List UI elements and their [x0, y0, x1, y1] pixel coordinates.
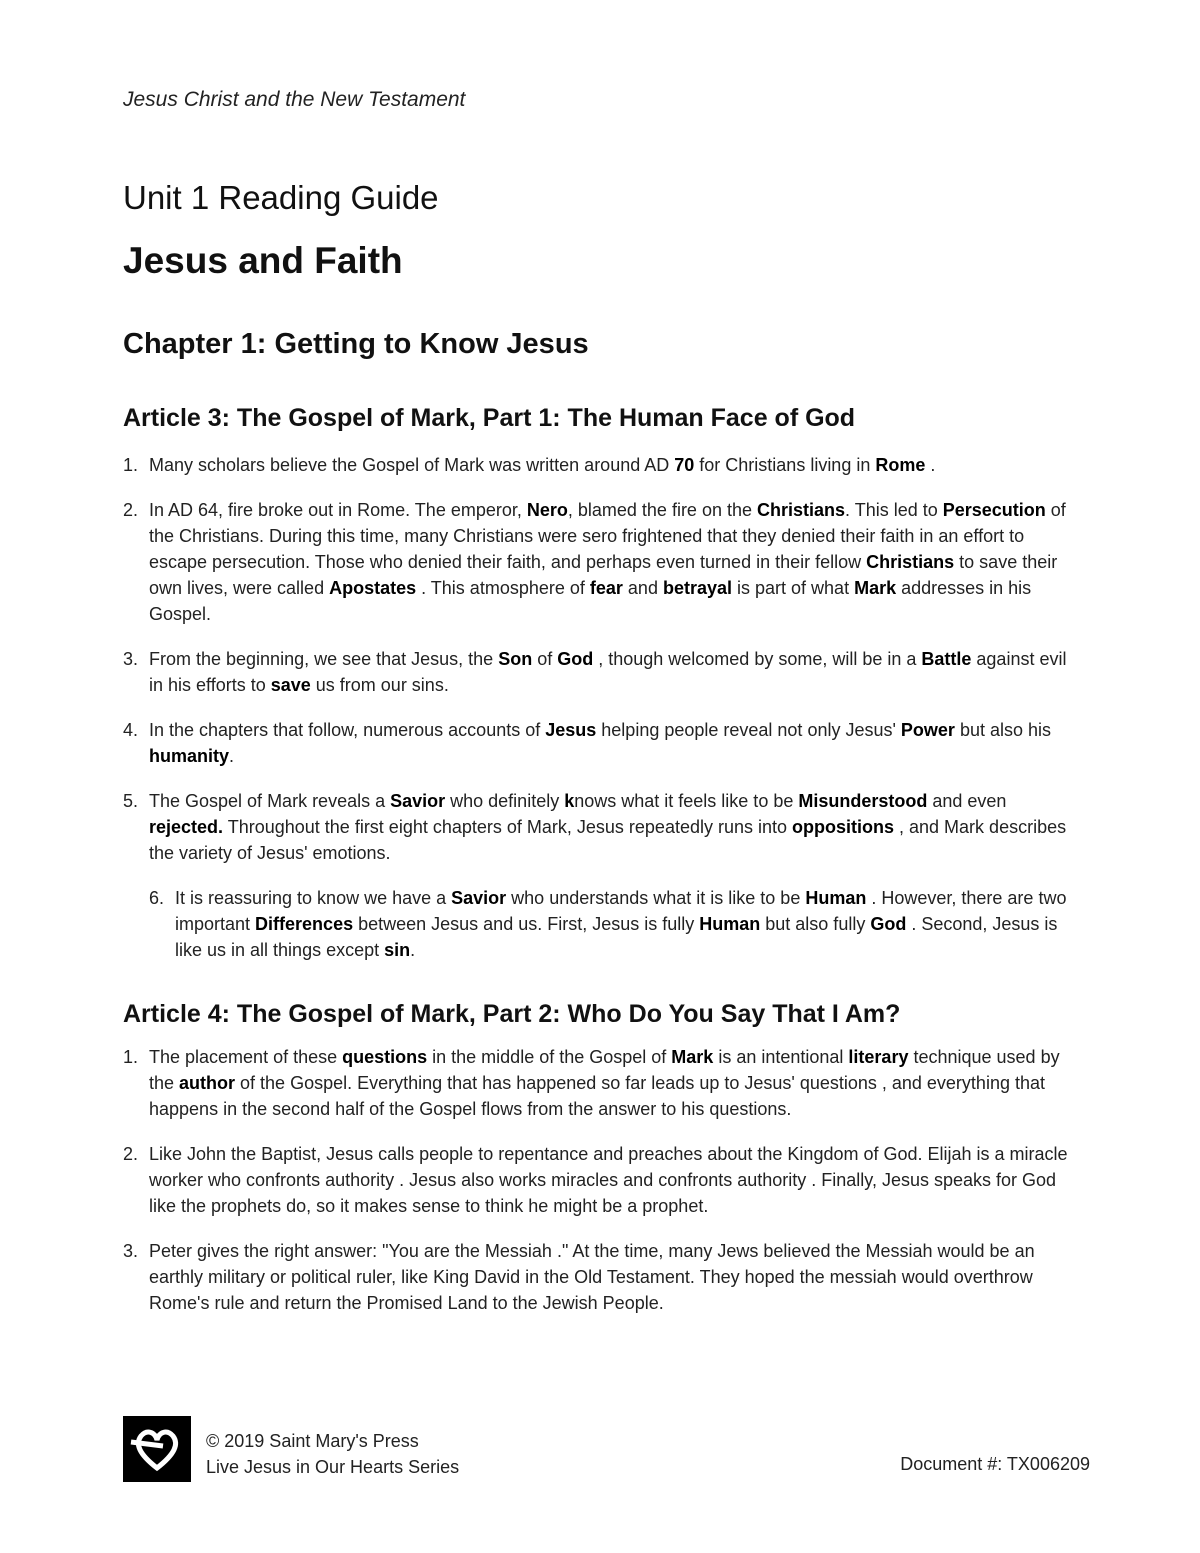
item-text: between Jesus and us. First, Jesus is fully: [353, 914, 700, 934]
item-number: 6.: [149, 888, 165, 908]
answer-term: betrayal: [662, 578, 733, 598]
article-4-item-2: [123, 1141, 1083, 1219]
answer-term: Christians: [866, 552, 955, 572]
answer-term: Son: [498, 649, 533, 669]
item-text: . This atmosphere of: [416, 578, 590, 598]
item-text: , though welcomed by some, will be in a: [593, 649, 922, 669]
answer-term: 70: [674, 455, 695, 475]
answer-term: Persecution: [942, 500, 1046, 520]
item-text: . However, there are two important: [175, 888, 1067, 934]
answer-term: Differences: [255, 914, 354, 934]
item-text: of the Christians. During this time, many Christians were sero frightened that they denied their faith in an effort to escape persecution. Those who denied their faith, and perhaps even turned in their fellow: [149, 500, 1066, 572]
item-text: .: [410, 940, 416, 960]
answer-term: Mark: [854, 578, 897, 598]
item-text: is part of what: [732, 578, 855, 598]
answer-term: Mark: [671, 1047, 714, 1067]
answer-term: literary: [848, 1047, 909, 1067]
answer-term: oppositions: [792, 817, 895, 837]
article-3-item-4: [123, 717, 1083, 769]
answer-term: Nero: [526, 500, 568, 520]
item-number: 2.: [123, 500, 139, 520]
item-text: us from our sins.: [310, 675, 449, 695]
answer-term: Power: [900, 720, 955, 740]
item-text: , and Mark describes the variety of Jesus' emotions.: [149, 817, 1067, 863]
footer-info: [206, 1428, 459, 1480]
item-text: but also fully: [760, 914, 871, 934]
answer-term: author: [179, 1073, 236, 1093]
item-text: Many scholars believe the Gospel of Mark was written around AD: [149, 455, 675, 475]
item-text: who understands what it is like to be: [506, 888, 806, 908]
item-text: .: [229, 746, 235, 766]
answer-term: sin: [384, 940, 411, 960]
item-text: .: [925, 455, 936, 475]
item-text: against evil in his efforts to: [149, 649, 1067, 695]
answer-term: Human: [805, 888, 867, 908]
item-number: 3.: [123, 1241, 139, 1261]
unit-heading: Unit 1 Reading Guide: [123, 179, 439, 216]
item-text: It is reassuring to know we have a: [175, 888, 452, 908]
answer-term: save: [270, 675, 311, 695]
article-3-item-6: [149, 885, 1083, 963]
item-number: 3.: [123, 649, 139, 669]
item-text: of: [532, 649, 558, 669]
item-text: and even: [927, 791, 1007, 811]
item-text: . This led to: [845, 500, 943, 520]
article-4-item-1: [123, 1044, 1083, 1122]
publisher-logo: [123, 1416, 191, 1482]
item-text: nows what it feels like to be: [574, 791, 799, 811]
answer-term: Savior: [451, 888, 507, 908]
article-3-heading: Article 3: The Gospel of Mark, Part 1: The Human Face of God: [123, 404, 856, 432]
answer-term: Savior: [390, 791, 446, 811]
answer-term: questions: [342, 1047, 428, 1067]
article-3-item-5: [123, 788, 1083, 866]
answer-term: God: [557, 649, 594, 669]
item-text: In the chapters that follow, numerous accounts of: [149, 720, 546, 740]
answer-term: Apostates: [329, 578, 417, 598]
item-text: and: [622, 578, 663, 598]
article-3-item-2: [123, 497, 1083, 627]
item-text: to save their own lives, were called: [149, 552, 1058, 598]
answer-term: Battle: [921, 649, 972, 669]
item-text: technique used by the: [149, 1047, 1060, 1093]
series-text: Live Jesus in Our Hearts Series: [206, 1457, 460, 1477]
copyright-text: © 2019 Saint Mary's Press: [206, 1431, 419, 1451]
item-number: 5.: [123, 791, 139, 811]
document-number: Document #: TX006209: [900, 1454, 1090, 1474]
item-number: 4.: [123, 720, 139, 740]
answer-term: Human: [699, 914, 761, 934]
answer-term: God: [870, 914, 907, 934]
article-3-item-3: [123, 646, 1083, 698]
item-text: addresses in his Gospel.: [149, 578, 1032, 624]
page-title: Jesus and Faith: [123, 240, 403, 281]
item-text: in the middle of the Gospel of: [427, 1047, 672, 1067]
answer-term: Misunderstood: [798, 791, 928, 811]
chapter-heading: Chapter 1: Getting to Know Jesus: [123, 328, 589, 360]
item-text: helping people reveal not only Jesus': [596, 720, 901, 740]
answer-term: Christians: [757, 500, 846, 520]
item-text: Peter gives the right answer: "You are the Messiah ." At the time, many Jews believed the Messiah would be an earthly military or political ruler, like King David in the Old Testament. They hoped the messiah would overthrow Rome's rule and return the Promised Land to the Jewish People.: [149, 1241, 1035, 1313]
item-text: In AD 64, fire broke out in Rome. The emperor,: [149, 500, 527, 520]
item-text: is an intentional: [713, 1047, 849, 1067]
answer-term: k: [564, 791, 575, 811]
item-number: 1.: [123, 1047, 139, 1067]
item-text: From the beginning, we see that Jesus, the: [149, 649, 499, 669]
answer-term: fear: [589, 578, 623, 598]
answer-term: humanity: [149, 746, 230, 766]
answer-term: Jesus: [545, 720, 597, 740]
article-3-list: [123, 452, 1083, 982]
answer-term: rejected.: [149, 817, 224, 837]
item-text: but also his: [954, 720, 1052, 740]
item-number: 2.: [123, 1144, 139, 1164]
article-3-item-1: [123, 452, 1083, 478]
answer-term: Rome: [875, 455, 926, 475]
item-text: for Christians living in: [694, 455, 876, 475]
course-title: Jesus Christ and the New Testament: [123, 88, 466, 111]
article-4-item-3: [123, 1238, 1083, 1316]
item-text: of the Gospel. Everything that has happened so far leads up to Jesus' questions , and everything that happens in the second half of the Gospel flows from the answer to his questions.: [149, 1073, 1045, 1119]
item-text: Throughout the first eight chapters of Mark, Jesus repeatedly runs into: [223, 817, 793, 837]
item-text: who definitely: [445, 791, 565, 811]
item-number: 1.: [123, 455, 139, 475]
item-text: Like John the Baptist, Jesus calls people to repentance and preaches about the Kingdom of God. Elijah is a miracle worker who confronts authority . Jesus also works miracles and confronts authority . Finally, Jesus speaks for God like the prophets do, so it makes sense to think he might be a prophet.: [149, 1144, 1068, 1216]
item-text: The Gospel of Mark reveals a: [149, 791, 391, 811]
item-text: The placement of these: [149, 1047, 343, 1067]
item-text: . Second, Jesus is like us in all things except: [175, 914, 1058, 960]
article-4-list: [123, 1044, 1083, 1335]
item-text: , blamed the fire on the: [567, 500, 757, 520]
article-4-heading: Article 4: The Gospel of Mark, Part 2: Who Do You Say That I Am?: [123, 1000, 901, 1028]
